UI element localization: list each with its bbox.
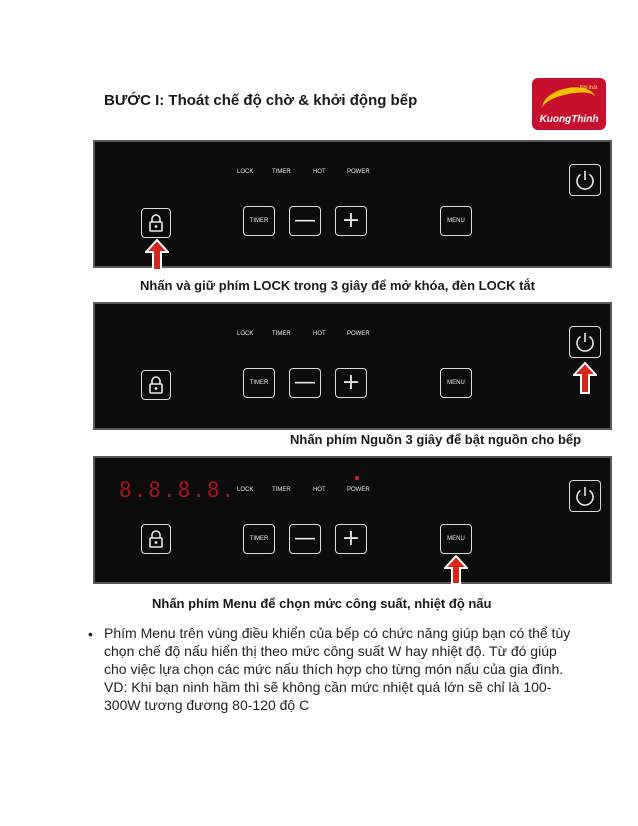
minus-button[interactable]: — xyxy=(289,368,321,398)
control-panel-2 xyxy=(93,302,612,430)
up-arrow-icon xyxy=(444,555,468,585)
lock-icon xyxy=(148,530,164,548)
bullet-marker: • xyxy=(88,626,93,642)
plus-button[interactable]: + xyxy=(335,206,367,236)
caption-2: Nhấn phím Nguồn 3 giây để bật nguồn cho bếp xyxy=(290,432,582,447)
power-button[interactable] xyxy=(569,164,601,196)
lock-button[interactable] xyxy=(141,524,171,554)
caption-1: Nhấn và giữ phím LOCK trong 3 giây để mở khóa, đèn LOCK tắt xyxy=(140,278,535,293)
menu-button[interactable]: MENU xyxy=(440,368,472,398)
timer-button[interactable]: TIMER xyxy=(243,206,275,236)
label-hot: HOT xyxy=(313,331,326,337)
label-power: POWER xyxy=(347,169,370,175)
label-lock: LOCK xyxy=(237,169,254,175)
power-indicator-light xyxy=(355,476,359,480)
lock-icon xyxy=(148,214,164,232)
step-heading: BƯỚC I: Thoát chế độ chờ & khởi động bếp xyxy=(104,92,418,109)
power-icon xyxy=(570,327,600,357)
power-icon xyxy=(570,165,600,195)
power-button[interactable] xyxy=(569,480,601,512)
control-panel-3 xyxy=(93,456,612,584)
up-arrow-icon xyxy=(145,239,169,271)
control-panel-1 xyxy=(93,140,612,268)
label-timer: TIMER xyxy=(272,331,291,337)
label-timer: TIMER xyxy=(272,169,291,175)
lock-button[interactable] xyxy=(141,370,171,400)
up-arrow-icon xyxy=(573,362,597,394)
caption-3: Nhấn phím Menu để chọn mức công suất, nhiệt độ nấu xyxy=(152,596,492,611)
power-button[interactable] xyxy=(569,326,601,358)
plus-button[interactable]: + xyxy=(335,524,367,554)
minus-button[interactable]: — xyxy=(289,206,321,236)
label-power: POWER xyxy=(347,331,370,337)
plus-button[interactable]: + xyxy=(335,368,367,398)
label-lock: LOCK xyxy=(237,331,254,337)
menu-button[interactable]: MENU xyxy=(440,206,472,236)
menu-description-paragraph: Phím Menu trên vùng điều khiển của bếp có chức năng giúp bạn có thể tùy chọn chế độ nấu hiển thị theo mức công suất W hay nhiệt độ. Từ đó giúp cho việc lựa chọn các mức nấu thích hợp cho từng món nấu của gia đình. VD: Khi bạn ninh hầm thì sẽ không cần mức nhiệt quá lớn sẽ chỉ là 100-300W tương đương 80-120 độ C xyxy=(104,625,571,713)
menu-button[interactable]: MENU xyxy=(440,524,472,554)
logo-name: KuongThinh xyxy=(539,114,599,125)
logo-tag: Nội thất xyxy=(580,85,598,91)
lock-icon xyxy=(148,376,164,394)
label-power: POWER xyxy=(347,487,370,493)
label-hot: HOT xyxy=(313,169,326,175)
brand-logo xyxy=(532,78,606,130)
label-hot: HOT xyxy=(313,487,326,493)
label-lock: LOCK xyxy=(237,487,254,493)
timer-button[interactable]: TIMER xyxy=(243,368,275,398)
power-icon xyxy=(570,481,600,511)
led-display: 8.8.8.8. xyxy=(119,478,237,502)
timer-button[interactable]: TIMER xyxy=(243,524,275,554)
label-timer: TIMER xyxy=(272,487,291,493)
minus-button[interactable]: — xyxy=(289,524,321,554)
lock-button[interactable] xyxy=(141,208,171,238)
